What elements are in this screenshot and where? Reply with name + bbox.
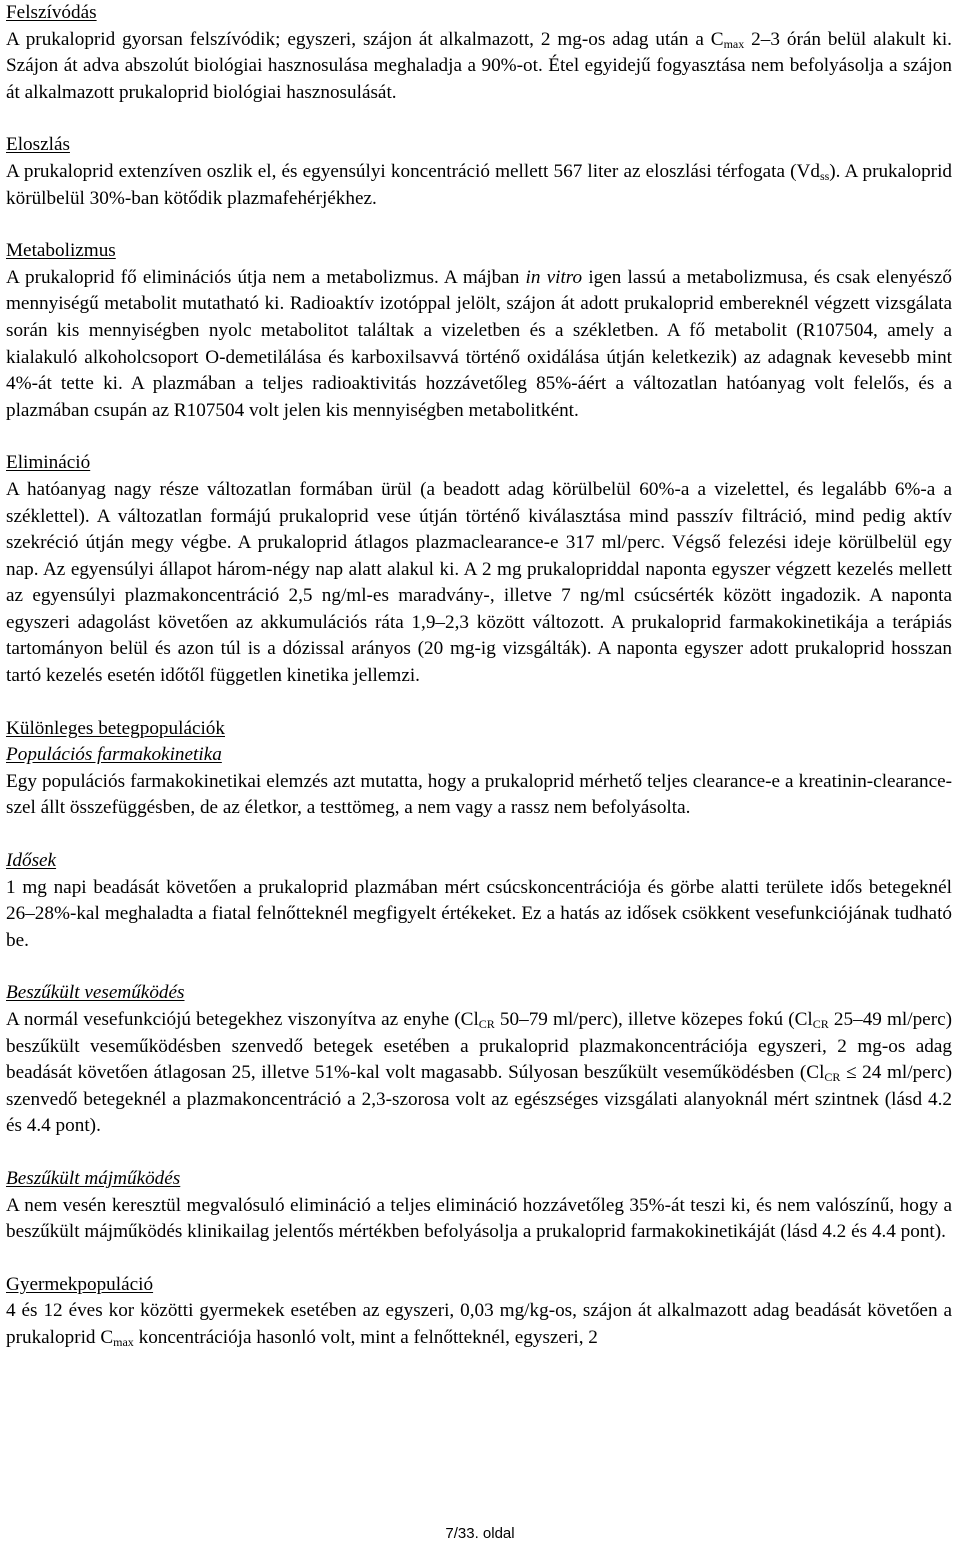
subheading-beszukult-majmukodes: Beszűkült májműködés bbox=[6, 1167, 181, 1189]
section-gyermekpopulacio bbox=[6, 1272, 952, 1352]
section-kulonleges-betegpopulaciok bbox=[6, 716, 952, 822]
heading-felszivodas: Felszívódás bbox=[6, 2, 97, 23]
section-eliminacio bbox=[6, 450, 952, 689]
paragraph-eloszlas bbox=[6, 159, 952, 212]
heading-metabolizmus: Metabolizmus bbox=[6, 240, 116, 262]
subheading-beszukult-vesemukodes: Beszűkült veseműködés bbox=[6, 982, 185, 1004]
text-vese-4: ≤ 24 ml/perc) szenvedő betegeknél a plazmakoncentráció a 2,3-szorosa volt az egészséges vizsgálati alanyoknál mért szintnek (lásd 4.2 és 4.4 pont). bbox=[6, 1062, 952, 1137]
subscript-cr-3: CR bbox=[824, 1070, 841, 1085]
text-felszivodas-a: A prukaloprid gyorsan felszívódik; egyszeri, szájon át alkalmazott, 2 mg-os adag után a C bbox=[6, 28, 724, 50]
text-gyermek-b: koncentrációja hasonló volt, mint a felnőtteknél, egyszeri, 2 bbox=[133, 1326, 598, 1348]
subscript-max: max bbox=[723, 36, 745, 51]
heading-gyermekpopulacio: Gyermekpopuláció bbox=[6, 1273, 154, 1295]
paragraph-gyermekpopulacio bbox=[6, 1298, 952, 1351]
heading-eloszlas: Eloszlás bbox=[6, 134, 70, 156]
section-eloszlas bbox=[6, 132, 952, 212]
section-felszivodas bbox=[6, 0, 952, 106]
heading-eliminacio: Elimináció bbox=[6, 452, 91, 474]
text-metabolizmus-a: A prukaloprid fő eliminációs útja nem a metabolizmus. A májban bbox=[6, 266, 526, 288]
paragraph-populacios-farmakokinetika: Egy populációs farmakokinetikai elemzés azt mutatta, hogy a prukaloprid mérhető teljes clearance-e a kreatinin-clearance-szel állt összefüggésben, de az életkor, a testtömeg, a nem vagy a rassz nem befolyásolta. bbox=[6, 770, 952, 819]
text-eloszlas-b: ). A prukaloprid körülbelül 30%-ban kötődik plazmafehérjékhez. bbox=[6, 160, 952, 209]
subheading-populacios-farmakokinetika: Populációs farmakokinetika bbox=[6, 744, 222, 766]
subscript-max-2: max bbox=[113, 1334, 134, 1349]
section-beszukult-vesemukodes bbox=[6, 980, 952, 1140]
subscript-cr-1: CR bbox=[478, 1017, 495, 1031]
text-metabolizmus-b: igen lassú a metabolizmusa, és csak elenyésző mennyiségű metabolit mutatható ki. Radioaktív izotóppal jelölt, szájon át adott prukaloprid embereknél végzett vizsgálata során kis mennyiségben nyolc metabolitot találtak a vizeletben és a székletben. A fő metabolit (R107504, amely a kialakuló alkoholcsoport O-demetilálása és karboxilsavvá történő oxidálása útján keletkezik) az adagnak kevesebb mint 4%-át tette ki. A plazmában a teljes radioaktivitás hozzávetőleg 85%-áért a változatlan hatóanyag volt felelős, és a plazmában csupán az R107504 volt jelen kis mennyiségben metabolitként. bbox=[6, 266, 953, 421]
text-vese-1: A normál vesefunkciójú betegekhez viszonyítva az enyhe (Cl bbox=[6, 1009, 479, 1030]
text-vese-3: 25–49 ml/perc) beszűkült veseműködésben szenvedő betegek esetében a prukaloprid plazmakoncentrációja egyszeri, 2 mg-os adag beadását követően átlagosan 25, illetve 51%-kal volt magasabb. Súlyosan beszűkült veseműködésben (Cl bbox=[6, 1009, 952, 1084]
page-number: 7/33. oldal bbox=[445, 1525, 515, 1542]
text-in-vitro: in vitro bbox=[525, 266, 583, 288]
paragraph-beszukult-majmukodes: A nem vesén keresztül megvalósuló elimináció a teljes elimináció hozzávetőleg 35%-át teszi ki, és nem valószínű, hogy a beszűkült májműködés klinikailag jelentős mértékben befolyásolja a prukaloprid farmakokinetikáját (lásd 4.2 és 4.4 pont). bbox=[6, 1194, 952, 1243]
subscript-ss: ss bbox=[819, 168, 830, 183]
text-gyermek-a: 4 és 12 éves kor közötti gyermekek esetében az egyszeri, 0,03 mg/kg-os, szájon át alkalmazott adag beadását követően a prukaloprid C bbox=[6, 1300, 952, 1348]
subscript-cr-2: CR bbox=[812, 1017, 829, 1031]
text-vese-2: 50–79 ml/perc), illetve közepes fokú (Cl bbox=[494, 1009, 813, 1030]
paragraph-felszivodas bbox=[6, 27, 952, 107]
section-metabolizmus bbox=[6, 238, 952, 424]
subheading-idosek: Idősek bbox=[6, 850, 57, 872]
paragraph-metabolizmus bbox=[6, 265, 952, 425]
text-felszivodas-b: 2–3 órán belül alakult ki. Szájon át adva abszolút biológiai hasznosulása meghaladja a 90%-ot. Étel egyidejű fogyasztása nem befolyásolja a szájon át alkalmazott prukaloprid biológiai hasznosulását. bbox=[6, 28, 952, 103]
text-eloszlas-a: A prukaloprid extenzíven oszlik el, és egyensúlyi koncentráció mellett 567 liter az eloszlási térfogata (Vd bbox=[6, 160, 820, 182]
section-idosek bbox=[6, 848, 952, 954]
section-beszukult-majmukodes bbox=[6, 1166, 952, 1246]
paragraph-beszukult-vesemukodes bbox=[6, 1007, 952, 1140]
paragraph-eliminacio: A hatóanyag nagy része változatlan formában ürül (a beadott adag körülbelül 60%-a a vizelettel, és legalább 6%-a a széklettel). A változatlan formájú prukaloprid vese útján történő kiválasztása mind passzív filtráció, mind pedig aktív szekréció útján megy végbe. A prukaloprid átlagos plazmaclearance-e 317 ml/perc. Végső felezési ideje körülbelül egy nap. Az egyensúlyi állapot három-négy nap alatt alakul ki. A 2 mg prukalopriddal naponta egyszer végzett kezelés mellett az egyensúlyi plazmakoncentráció 2,5 ng/ml-es maradvány-, illetve 7 ng/ml csúcsérték között ingadozik. A naponta egyszeri adagolást követően az akkumulációs ráta 1,9–2,3 között változott. A prukaloprid farmakokinetikája a terápiás tartományon belül és azon túl is a dózissal arányos (20 mg-ig vizsgálták). A naponta egyszer adott prukaloprid hosszan tartó kezelés esetén időtől független kinetika jellemzi. bbox=[6, 478, 952, 687]
paragraph-idosek: 1 mg napi beadását követően a prukaloprid plazmában mért csúcskoncentrációja és görbe alatti területe idős betegeknél 26–28%-kal meghaladta a fiatal felnőtteknél megfigyelt értékeket. Ez a hatás az idősek csökkent vesefunkciójának tudható be. bbox=[6, 876, 952, 951]
heading-kulonleges-betegpopulaciok: Különleges betegpopulációk bbox=[6, 717, 225, 739]
